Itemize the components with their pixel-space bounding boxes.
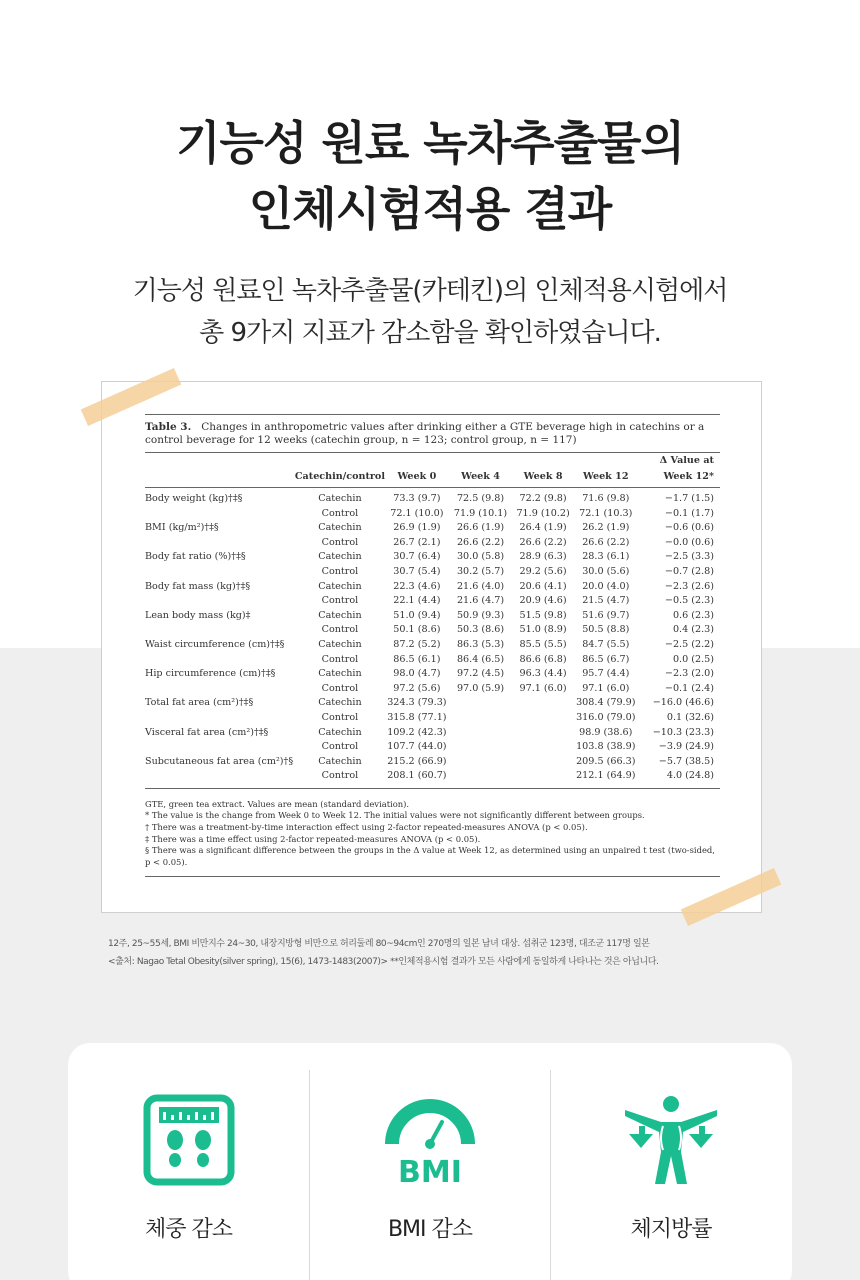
- table-cell-group: Catechin: [318, 609, 362, 621]
- table-cell-w0: 87.2 (5.2): [393, 638, 441, 650]
- header-delta-2: Week 12*: [638, 469, 720, 488]
- feature-label: BMI 감소: [387, 1217, 473, 1242]
- table-row: [145, 740, 720, 755]
- table-cell-w8: 29.2 (5.6): [519, 565, 567, 577]
- table-cell-group: Catechin: [318, 697, 362, 709]
- table-cell-group: Control: [321, 653, 359, 665]
- table-caption: [145, 414, 720, 446]
- table-cell-label: Waist circumference (cm)†‡§: [145, 638, 285, 650]
- table-cell-w0: 22.3 (4.6): [393, 580, 441, 592]
- table-cell-w4: 26.6 (2.2): [456, 536, 505, 548]
- table-cell-delta: −0.6 (0.6): [664, 522, 714, 534]
- table-cell-w12: 71.6 (9.8): [582, 493, 630, 504]
- table-cell-w8: [512, 696, 574, 711]
- table-cell-w8: [512, 726, 574, 741]
- table-cell-w12: 72.1 (10.3): [579, 507, 633, 519]
- table-cell-delta: −10.3 (23.3): [652, 726, 714, 738]
- table-cell-w4: [449, 755, 513, 770]
- table-cell-group: Control: [321, 565, 359, 577]
- table-cell-w8: 96.3 (4.4): [519, 668, 567, 680]
- table-row: [145, 638, 720, 653]
- table-row: [145, 550, 720, 565]
- table-cell-label: Hip circumference (cm)†‡§: [145, 668, 276, 680]
- table-row: [145, 507, 720, 522]
- table-cell-w12: 26.6 (2.2): [582, 536, 630, 548]
- table-cell-w0: 26.9 (1.9): [393, 522, 441, 534]
- table-cell-delta: −0.0 (0.6): [664, 536, 714, 548]
- table-cell-group: Catechin: [318, 580, 362, 592]
- table-cell-w0: 324.3 (79.3): [387, 697, 447, 709]
- table-cell-w4: 21.6 (4.0): [456, 580, 505, 592]
- table-cell-label: [145, 711, 295, 726]
- table-cell-group: Control: [321, 741, 359, 753]
- table-notes: [145, 799, 720, 878]
- table-row: [145, 521, 720, 536]
- feature-body-fat: [550, 1070, 791, 1280]
- table-cell-w0: 97.2 (5.6): [393, 682, 441, 694]
- table-cell-w12: 51.6 (9.7): [582, 609, 630, 621]
- table-row: [145, 653, 720, 668]
- table-cell-label: [145, 653, 295, 668]
- table-row: [145, 682, 720, 697]
- table-row: [145, 623, 720, 638]
- table-cell-label: [145, 594, 295, 609]
- table-cell-w0: 73.3 (9.7): [393, 493, 441, 504]
- results-table: [145, 452, 720, 789]
- table-cell-w12: 26.2 (1.9): [582, 522, 630, 534]
- table-cell-group: Control: [321, 595, 359, 607]
- table-cell-w0: 26.7 (2.1): [393, 536, 441, 548]
- table-cell-w4: 26.6 (1.9): [456, 522, 505, 534]
- table-cell-group: Catechin: [318, 638, 362, 650]
- table-note: † There was a treatment-by-time interaction effect using 2-factor repeated-measures ANOVA (p < 0.05).: [145, 822, 588, 833]
- bmi-gauge-icon: [382, 1092, 478, 1188]
- table-cell-w12: 50.5 (8.8): [582, 624, 630, 636]
- reference-line-2: <출처: Nagao Tetal Obesity(silver spring), 15(6), 1473-1483(2007)> **인체적용시험 결과가 모든 사람에게 동일하게 나타나는 것은 아닙니다.: [108, 957, 659, 967]
- table-row: [145, 711, 720, 726]
- table-cell-label: [145, 565, 295, 580]
- table-cell-delta: −0.1 (1.7): [664, 507, 714, 519]
- table-cell-label: [145, 769, 295, 788]
- table-cell-label: Body fat mass (kg)†‡§: [145, 580, 251, 592]
- table-cell-w8: 28.9 (6.3): [519, 551, 567, 563]
- table-cell-delta: 0.6 (2.3): [672, 609, 714, 621]
- table-cell-w0: 86.5 (6.1): [393, 653, 441, 665]
- reference-line-1: 12주, 25~55세, BMI 비만지수 24~30, 내장지방형 비만으로 허리둘레 80~94cm인 270명의 일본 남녀 대상. 섭취군 123명, 대조군 117명 일본: [108, 939, 650, 949]
- table-cell-label: Total fat area (cm²)†‡§: [145, 697, 254, 709]
- table-cell-w0: 22.1 (4.4): [393, 595, 441, 607]
- table-cell-w12: 308.4 (79.9): [576, 697, 636, 709]
- header-week8: Week 8: [512, 469, 574, 488]
- table-cell-w8: 71.9 (10.2): [516, 507, 570, 519]
- subtitle-line-1: 기능성 원료인 녹차추출물(카테킨)의 인체적용시험에서: [132, 276, 728, 306]
- header-delta-1: Δ Value at: [638, 453, 720, 470]
- table-note: ‡ There was a time effect using 2-factor repeated-measures ANOVA (p < 0.05).: [145, 833, 481, 844]
- table-row: [145, 565, 720, 580]
- table-cell-w0: 50.1 (8.6): [393, 624, 441, 636]
- table-cell-w4: 72.5 (9.8): [456, 493, 505, 504]
- table-cell-w0: 30.7 (5.4): [393, 565, 441, 577]
- table-cell-w12: 30.0 (5.6): [582, 565, 630, 577]
- table-cell-group: Control: [321, 682, 359, 694]
- table-cell-label: [145, 507, 295, 522]
- page-title: [0, 110, 860, 242]
- table-cell-label: [145, 623, 295, 638]
- table-row: [145, 536, 720, 551]
- table-row: [145, 726, 720, 741]
- table-cell-w8: 51.0 (8.9): [519, 624, 567, 636]
- table-cell-w4: [449, 696, 513, 711]
- table-cell-w4: [449, 740, 513, 755]
- table-cell-w8: [512, 755, 574, 770]
- table-cell-w8: 26.4 (1.9): [519, 522, 567, 534]
- table-row: [145, 667, 720, 682]
- table-cell-w12: 103.8 (38.9): [576, 741, 636, 753]
- table-cell-w4: 30.0 (5.8): [456, 551, 505, 563]
- table-cell-w8: 51.5 (9.8): [519, 609, 567, 621]
- table-cell-label: [145, 536, 295, 551]
- table-cell-w0: 72.1 (10.0): [390, 507, 444, 519]
- table-cell-delta: −2.3 (2.0): [664, 668, 714, 680]
- table-cell-w8: 72.2 (9.8): [519, 493, 567, 504]
- table-cell-w12: 316.0 (79.0): [576, 711, 636, 723]
- table-cell-label: [145, 740, 295, 755]
- table-note: GTE, green tea extract. Values are mean (standard deviation).: [145, 798, 410, 809]
- table-row: [145, 769, 720, 788]
- header-group: Catechin/control: [295, 469, 385, 488]
- table-row: [145, 580, 720, 595]
- title-line-2: 인체시험적용 결과: [248, 182, 612, 236]
- table-cell-w8: 86.6 (6.8): [519, 653, 567, 665]
- table-cell-w12: 212.1 (64.9): [574, 769, 638, 788]
- table-cell-delta: −16.0 (46.6): [652, 697, 714, 709]
- table-cell-group: Catechin: [318, 726, 362, 738]
- table-caption-label: Table 3.: [145, 421, 192, 433]
- table-cell-delta: −3.9 (24.9): [658, 741, 714, 753]
- table-cell-group: Control: [295, 769, 385, 788]
- table-cell-w4: 50.3 (8.6): [456, 624, 505, 636]
- table-cell-w4: 86.3 (5.3): [456, 638, 505, 650]
- table-cell-delta: −0.5 (2.3): [664, 595, 714, 607]
- table-cell-w4: 71.9 (10.1): [453, 507, 508, 519]
- table-cell-w8: 97.1 (6.0): [519, 682, 567, 694]
- table-cell-w12: 97.1 (6.0): [582, 682, 630, 694]
- scale-icon: [141, 1092, 237, 1188]
- table-cell-delta: 0.0 (2.5): [672, 653, 714, 665]
- table-cell-delta: 4.0 (24.8): [638, 769, 720, 788]
- table-row: [145, 696, 720, 711]
- table-cell-w12: 28.3 (6.1): [582, 551, 630, 563]
- table-cell-delta: −0.1 (2.4): [664, 682, 714, 694]
- feature-label: 체지방률: [630, 1217, 712, 1242]
- table-cell-group: Catechin: [318, 493, 362, 504]
- reference-note: [108, 935, 808, 971]
- table-cell-label: Body weight (kg)†‡§: [145, 493, 243, 504]
- table-cell-group: Catechin: [318, 668, 362, 680]
- table-cell-w4: 50.9 (9.3): [456, 609, 505, 621]
- table-cell-w12: 95.7 (4.4): [582, 668, 630, 680]
- table-cell-w8: 85.5 (5.5): [519, 638, 567, 650]
- bmi-icon-text: BMI: [398, 1155, 462, 1188]
- table-cell-w12: 21.5 (4.7): [582, 595, 630, 607]
- table-cell-delta: 0.4 (2.3): [672, 624, 714, 636]
- table-note: § There was a significant difference between the groups in the Δ value at Week 12, as determined using an unpaired t test (two-sided, p < 0.05).: [145, 845, 715, 867]
- table-cell-w12: 209.5 (66.3): [576, 755, 636, 767]
- table-cell-group: Catechin: [318, 755, 362, 767]
- feature-label: 체중 감소: [144, 1217, 232, 1242]
- table-cell-label: Lean body mass (kg)‡: [145, 609, 251, 621]
- table-cell-w12: 86.5 (6.7): [582, 653, 630, 665]
- table-cell-w0: 107.7 (44.0): [387, 741, 447, 753]
- feature-weight: [68, 1070, 309, 1280]
- table-row: [145, 488, 720, 507]
- table-cell-w0: 51.0 (9.4): [393, 609, 441, 621]
- table-cell-w0: 109.2 (42.3): [387, 726, 447, 738]
- table-cell-group: Control: [321, 507, 359, 519]
- table-cell-w8: 26.6 (2.2): [519, 536, 567, 548]
- table-cell-group: Control: [321, 536, 359, 548]
- page-subtitle: [0, 270, 860, 354]
- table-cell-delta: 0.1 (32.6): [666, 711, 714, 723]
- table-cell-group: Control: [321, 711, 359, 723]
- table-cell-w4: [449, 711, 513, 726]
- table-caption-text: Changes in anthropometric values after drinking either a GTE beverage high in catechins or a control beverage for 12 weeks (catechin group, n = 123; control group, n = 117): [145, 421, 705, 446]
- feature-bmi: [309, 1070, 550, 1280]
- table-cell-w4: 86.4 (6.5): [456, 653, 505, 665]
- table-cell-delta: −2.5 (2.2): [664, 638, 714, 650]
- table-cell-w8: [512, 740, 574, 755]
- table-cell-group: Catechin: [318, 522, 362, 534]
- table-cell-w8: [512, 711, 574, 726]
- table-cell-label: BMI (kg/m²)†‡§: [145, 522, 219, 534]
- table-cell-w12: 84.7 (5.5): [582, 638, 630, 650]
- table-cell-w12: 98.9 (38.6): [579, 726, 633, 738]
- table-cell-delta: −5.7 (38.5): [658, 755, 714, 767]
- body-reduce-icon: [621, 1092, 721, 1188]
- table-cell-w8: 20.6 (4.1): [519, 580, 567, 592]
- table-cell-delta: −2.3 (2.6): [664, 580, 714, 592]
- table-cell-w0: 98.0 (4.7): [393, 668, 441, 680]
- study-table: [145, 414, 720, 877]
- table-cell-w4: 97.2 (4.5): [456, 668, 505, 680]
- table-cell-w4: [449, 769, 513, 788]
- header-week12: Week 12: [574, 469, 638, 488]
- table-note: * The value is the change from Week 0 to Week 12. The initial values were not significantly different between groups.: [145, 810, 645, 821]
- subtitle-line-2: 총 9가지 지표가 감소함을 확인하였습니다.: [199, 318, 661, 348]
- table-row: [145, 594, 720, 609]
- table-cell-w0: 30.7 (6.4): [393, 551, 441, 563]
- table-cell-label: Visceral fat area (cm²)†‡§: [145, 726, 269, 738]
- table-cell-w12: 20.0 (4.0): [582, 580, 630, 592]
- table-cell-w4: [449, 726, 513, 741]
- table-cell-w8: 20.9 (4.6): [519, 595, 567, 607]
- table-cell-w4: 97.0 (5.9): [456, 682, 505, 694]
- table-cell-label: Body fat ratio (%)†‡§: [145, 551, 246, 563]
- table-cell-group: Catechin: [318, 551, 362, 563]
- table-cell-w0: 208.1 (60.7): [385, 769, 449, 788]
- title-line-1: 기능성 원료 녹차추출물의: [176, 116, 684, 170]
- table-cell-delta: −1.7 (1.5): [664, 493, 714, 504]
- table-cell-w4: 21.6 (4.7): [456, 595, 505, 607]
- table-cell-w4: 30.2 (5.7): [456, 565, 505, 577]
- table-cell-w0: 215.2 (66.9): [387, 755, 447, 767]
- table-cell-w8: [512, 769, 574, 788]
- table-cell-delta: −0.7 (2.8): [664, 565, 714, 577]
- table-cell-w0: 315.8 (77.1): [387, 711, 447, 723]
- table-cell-label: Subcutaneous fat area (cm²)†§: [145, 755, 294, 767]
- table-cell-group: Control: [321, 624, 359, 636]
- table-row: [145, 609, 720, 624]
- table-row: [145, 755, 720, 770]
- table-cell-label: [145, 682, 295, 697]
- table-cell-delta: −2.5 (3.3): [664, 551, 714, 563]
- header-week0: Week 0: [385, 469, 449, 488]
- header-week4: Week 4: [449, 469, 513, 488]
